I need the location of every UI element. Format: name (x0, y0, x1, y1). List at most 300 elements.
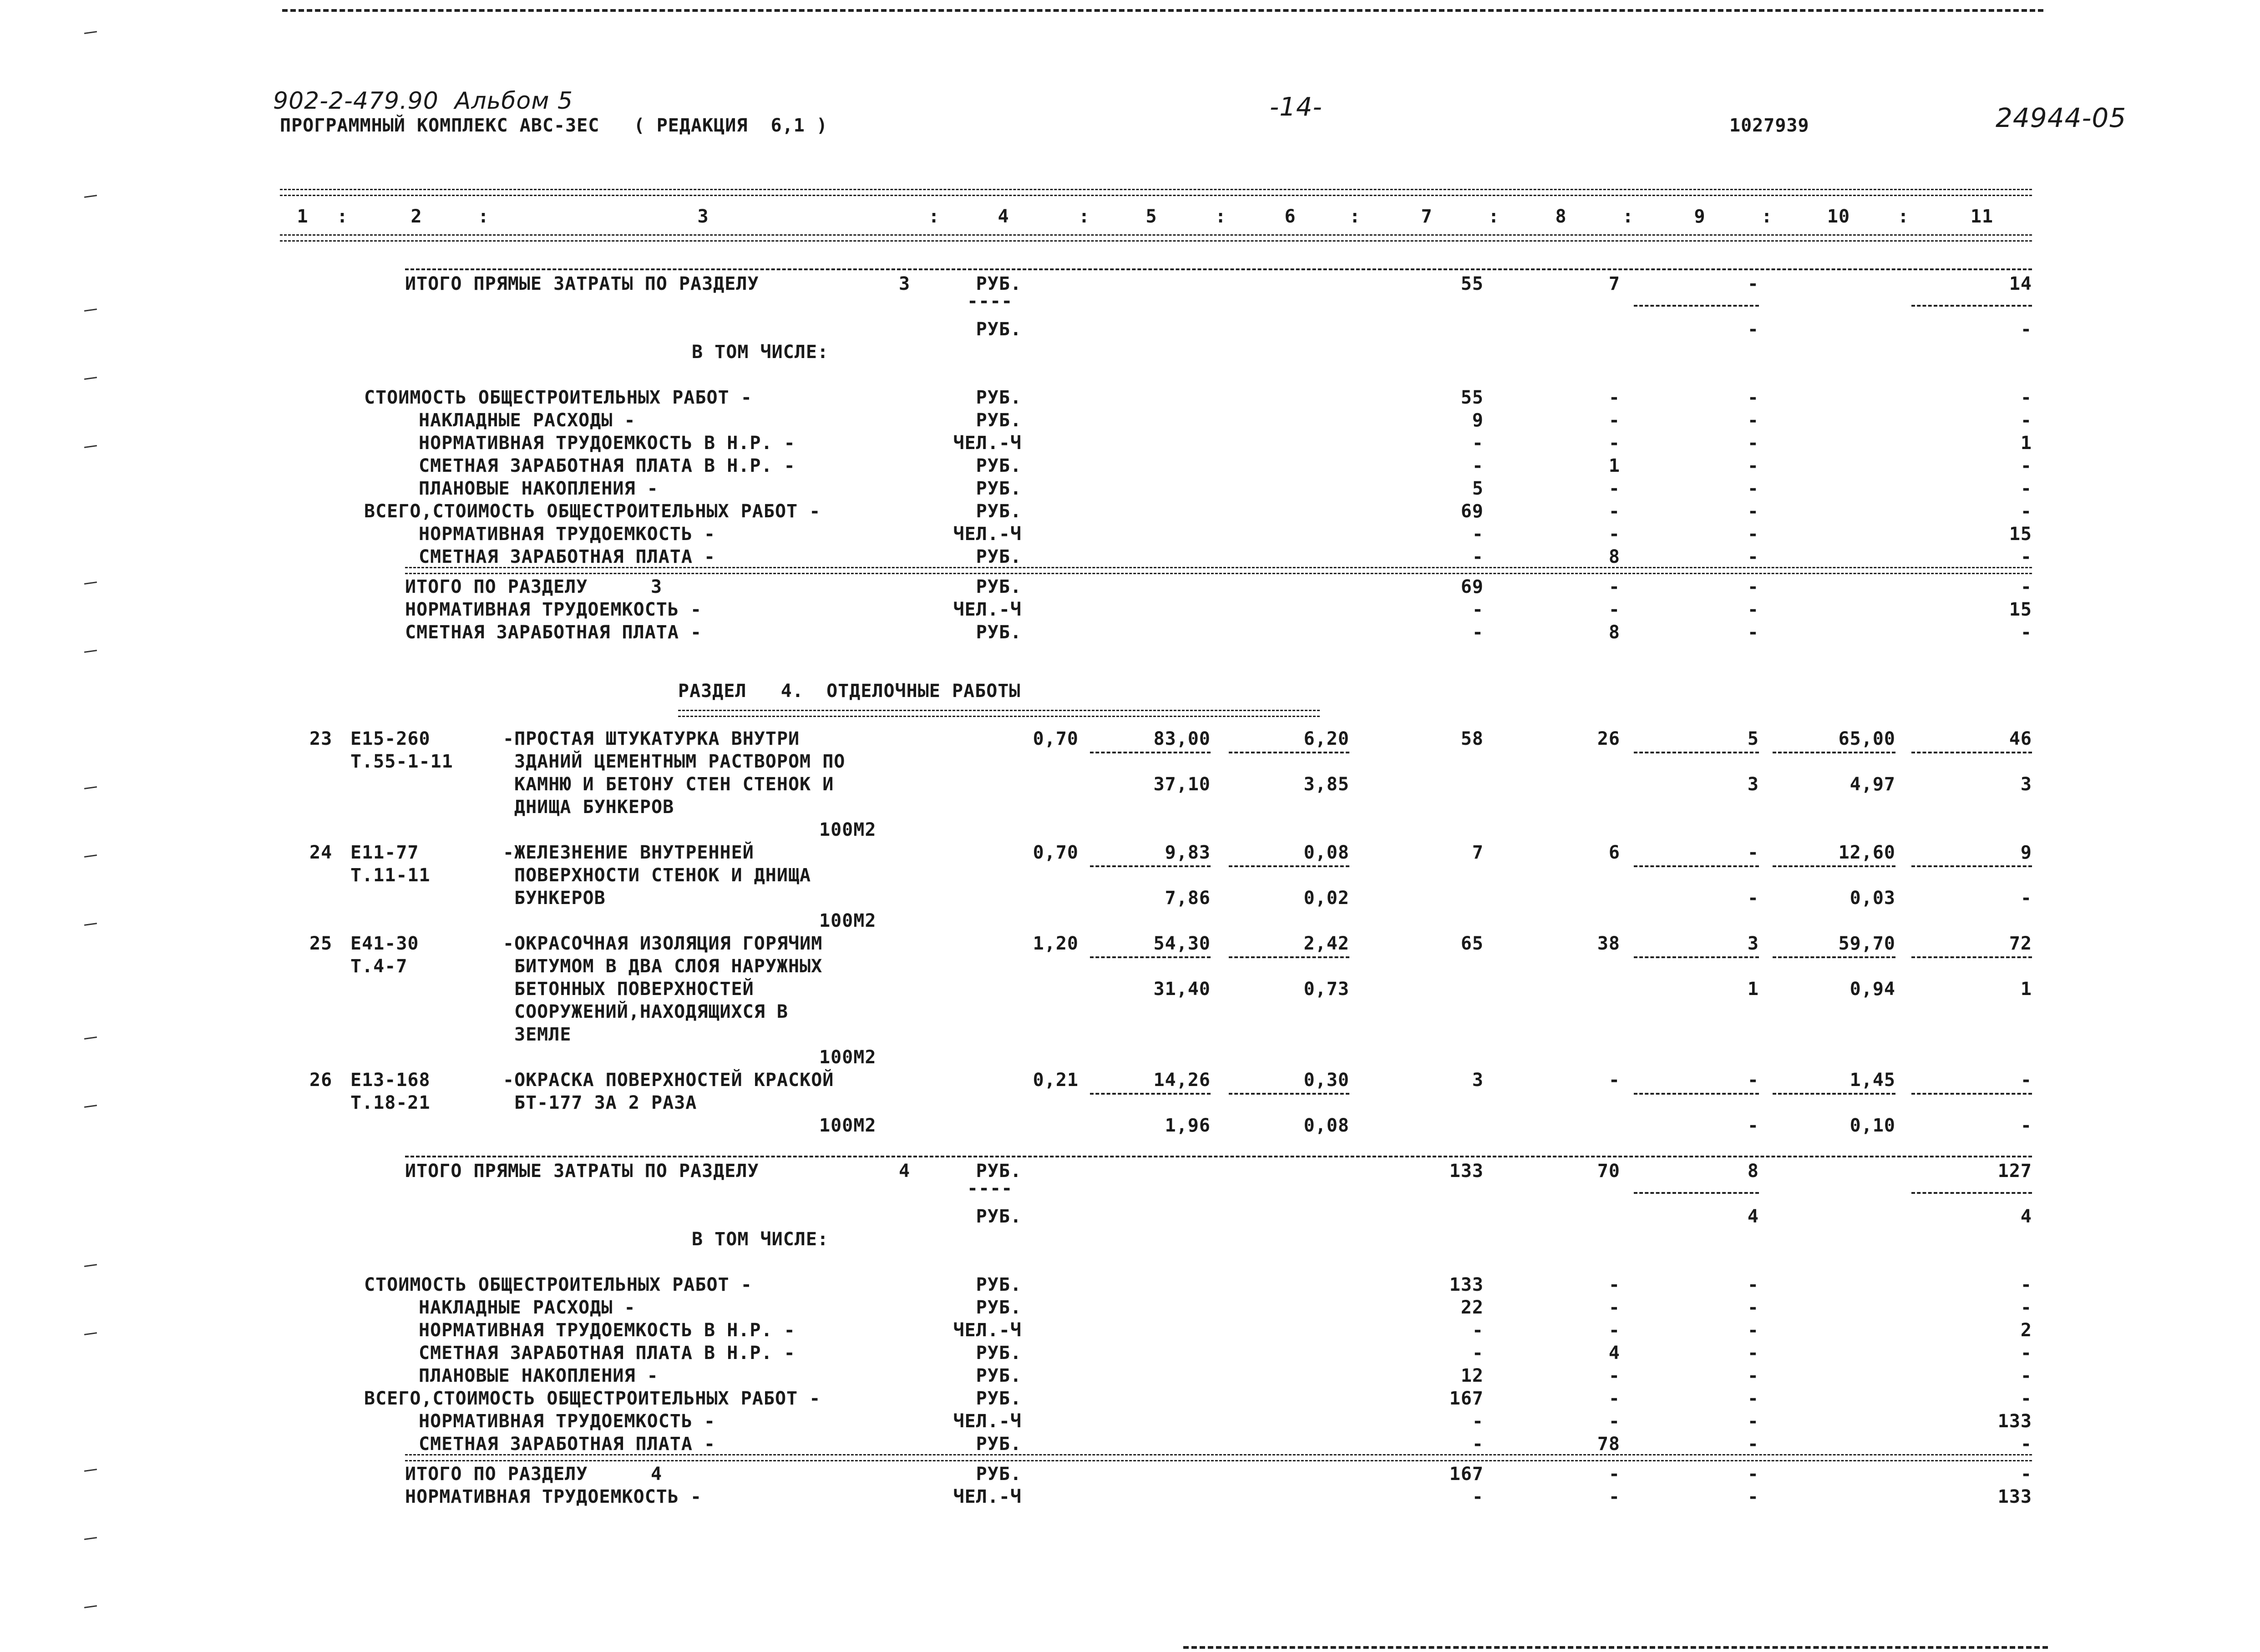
margin-mark (84, 854, 97, 858)
margin-mark (84, 581, 97, 585)
summary-row-label: НОРМАТИВНАЯ ТРУДОЕМКОСТЬ В Н.Р. - (419, 433, 796, 454)
item-c10: 65,00 (1838, 728, 1895, 749)
column-separator: : (1898, 206, 1910, 227)
item-number: 25 (309, 933, 333, 954)
total-row-c7: 69 (1460, 576, 1484, 597)
summary-row-c9: - (1747, 1343, 1759, 1364)
summary-row-c8: - (1608, 1320, 1620, 1341)
item-description: СООРУЖЕНИЙ,НАХОДЯЩИХСЯ В (514, 1001, 788, 1022)
total-row-label: НОРМАТИВНАЯ ТРУДОЕМКОСТЬ - (405, 599, 702, 620)
item-unit: 100М2 (819, 1047, 877, 1068)
item-unit: 100М2 (819, 910, 877, 931)
column-separator: : (1488, 206, 1500, 227)
item-description: -ЖЕЛЕЗНЕНИЕ ВНУТРЕННЕЙ (503, 842, 754, 863)
direct-costs-c8: 7 (1608, 273, 1620, 294)
summary-row-c7: 69 (1460, 501, 1484, 522)
column-separator: : (1215, 206, 1227, 227)
document-code: 1027939 (1729, 115, 1809, 136)
item-c11b: 1 (2020, 979, 2032, 1000)
summary-row-c9: - (1747, 433, 1759, 454)
split-rule (1090, 956, 1211, 958)
item-reference: Т.18-21 (350, 1092, 431, 1113)
margin-mark (84, 1332, 97, 1335)
item-description: БЕТОННЫХ ПОВЕРХНОСТЕЙ (514, 979, 754, 1000)
item-c6: 0,30 (1303, 1070, 1349, 1091)
split-rule (1229, 1093, 1349, 1095)
item-unit: 100М2 (819, 819, 877, 840)
total-row-c8: - (1608, 599, 1620, 620)
item-c4: 0,21 (1033, 1070, 1079, 1091)
column-header-9: 9 (1694, 206, 1706, 227)
total-row-c11: 15 (2009, 599, 2032, 620)
item-code: Е11-77 (350, 842, 419, 863)
summary-row-c11: - (2020, 1434, 2032, 1455)
direct-costs-c11: 14 (2009, 273, 2032, 294)
split-rule (1773, 956, 1895, 958)
item-c10: 59,70 (1838, 933, 1895, 954)
summary-row-label: НАКЛАДНЫЕ РАСХОДЫ - (419, 1297, 636, 1318)
margin-mark (84, 786, 97, 789)
summary-row-c8: - (1608, 433, 1620, 454)
split-rule (1911, 305, 2032, 307)
item-c8: - (1608, 1070, 1620, 1091)
direct-costs-c9b: 4 (1747, 1206, 1759, 1227)
summary-row-c9: - (1747, 1365, 1759, 1386)
split-rule (1911, 752, 2032, 753)
including-heading: В ТОМ ЧИСЛЕ: (692, 1229, 829, 1250)
column-header-8: 8 (1555, 206, 1567, 227)
split-rule (1229, 865, 1349, 867)
summary-row-c7: - (1472, 1434, 1484, 1455)
summary-row-label: НОРМАТИВНАЯ ТРУДОЕМКОСТЬ - (419, 1411, 716, 1432)
summary-row-c9: - (1747, 387, 1759, 408)
direct-costs-c7: 133 (1449, 1161, 1484, 1182)
summary-row-c7: - (1472, 455, 1484, 476)
summary-row-c11: 15 (2009, 524, 2032, 545)
total-row-c9: - (1747, 576, 1759, 597)
summary-row-c11: - (2020, 501, 2032, 522)
item-c5: 14,26 (1153, 1070, 1211, 1091)
column-separator: : (1349, 206, 1361, 227)
summary-row-c8: - (1608, 410, 1620, 431)
column-header-3: 3 (697, 206, 709, 227)
top-border-line (282, 9, 2043, 12)
summary-row-c7: 9 (1472, 410, 1484, 431)
column-header-7: 7 (1421, 206, 1433, 227)
direct-costs-section: 3 (899, 273, 911, 294)
item-description: ПОВЕРХНОСТИ СТЕНОК И ДНИЩА (514, 865, 811, 886)
summary-row-label: СМЕТНАЯ ЗАРАБОТНАЯ ПЛАТА В Н.Р. - (419, 1343, 796, 1364)
summary-rule (405, 1156, 2032, 1157)
summary-row-label: ВСЕГО,СТОИМОСТЬ ОБЩЕСТРОИТЕЛЬНЫХ РАБОТ - (364, 501, 821, 522)
margin-mark (84, 1469, 97, 1472)
item-c8: 38 (1597, 933, 1620, 954)
summary-row-c8: - (1608, 1388, 1620, 1409)
summary-row-unit: ЧЕЛ.-Ч (953, 1320, 1022, 1341)
summary-row-c11: - (2020, 410, 2032, 431)
item-c9: - (1747, 842, 1759, 863)
summary-row-c11: 133 (1997, 1411, 2032, 1432)
column-header-5: 5 (1145, 206, 1157, 227)
summary-row-unit: РУБ. (976, 1343, 1022, 1364)
item-c9: 5 (1747, 728, 1759, 749)
split-rule (1634, 305, 1759, 307)
total-row-c11: 133 (1997, 1486, 2032, 1507)
summary-row-unit: РУБ. (976, 1365, 1022, 1386)
item-c5b: 31,40 (1153, 979, 1211, 1000)
summary-row-label: СТОИМОСТЬ ОБЩЕСТРОИТЕЛЬНЫХ РАБОТ - (364, 387, 752, 408)
summary-row-unit: ЧЕЛ.-Ч (953, 1411, 1022, 1432)
item-c11b: 3 (2020, 774, 2032, 795)
summary-rule (405, 1454, 2032, 1461)
total-row-c11: - (2020, 622, 2032, 643)
column-header-11: 11 (1970, 206, 1994, 227)
margin-mark (84, 377, 97, 380)
total-row-c9: - (1747, 1464, 1759, 1485)
split-rule (1911, 1093, 2032, 1095)
summary-row-unit: РУБ. (976, 1297, 1022, 1318)
item-reference: Т.11-11 (350, 865, 431, 886)
direct-costs-section: 4 (899, 1161, 911, 1182)
total-row-label: ИТОГО ПО РАЗДЕЛУ (405, 576, 588, 597)
margin-mark (84, 1605, 97, 1608)
summary-row-unit: ЧЕЛ.-Ч (953, 524, 1022, 545)
item-code: Е41-30 (350, 933, 419, 954)
summary-row-unit: РУБ. (976, 478, 1022, 499)
column-header-1: 1 (297, 206, 309, 227)
summary-row-c11: - (2020, 478, 2032, 499)
item-c4: 1,20 (1033, 933, 1079, 954)
summary-row-c8: - (1608, 1297, 1620, 1318)
direct-costs-unit2: РУБ. (976, 319, 1022, 340)
column-separator: : (1622, 206, 1634, 227)
total-row-c7: - (1472, 622, 1484, 643)
summary-row-c7: 12 (1460, 1365, 1484, 1386)
total-row-c9: - (1747, 1486, 1759, 1507)
split-rule (1090, 1093, 1211, 1095)
summary-row-c9: - (1747, 478, 1759, 499)
summary-row-unit: РУБ. (976, 1434, 1022, 1455)
summary-row-c9: - (1747, 455, 1759, 476)
total-row-label: НОРМАТИВНАЯ ТРУДОЕМКОСТЬ - (405, 1486, 702, 1507)
direct-costs-c9: - (1747, 273, 1759, 294)
item-c8: 6 (1608, 842, 1620, 863)
summary-row-c7: 5 (1472, 478, 1484, 499)
item-description: ЗДАНИЙ ЦЕМЕНТНЫМ РАСТВОРОМ ПО (514, 751, 846, 772)
summary-row-c8: - (1608, 478, 1620, 499)
summary-row-label: СМЕТНАЯ ЗАРАБОТНАЯ ПЛАТА - (419, 546, 716, 567)
item-c6: 6,20 (1303, 728, 1349, 749)
item-description: БТ-177 ЗА 2 РАЗА (514, 1092, 697, 1113)
total-row-c9: - (1747, 599, 1759, 620)
total-row-label: СМЕТНАЯ ЗАРАБОТНАЯ ПЛАТА - (405, 622, 702, 643)
summary-row-c11: 1 (2020, 433, 2032, 454)
total-row-section: 4 (651, 1464, 663, 1485)
total-row-unit: ЧЕЛ.-Ч (953, 599, 1022, 620)
sheet-code: 24944-05 (1996, 102, 2127, 133)
summary-row-unit: ЧЕЛ.-Ч (953, 433, 1022, 454)
split-rule (1634, 752, 1759, 753)
total-row-c7: - (1472, 599, 1484, 620)
item-c4: 0,70 (1033, 728, 1079, 749)
summary-row-c11: - (2020, 455, 2032, 476)
split-rule (1634, 1192, 1759, 1194)
summary-row-c7: - (1472, 1343, 1484, 1364)
split-rule (1634, 1093, 1759, 1095)
split-rule (1229, 752, 1349, 753)
summary-row-unit: РУБ. (976, 1274, 1022, 1295)
item-c5b: 37,10 (1153, 774, 1211, 795)
summary-row-unit: РУБ. (976, 387, 1022, 408)
item-c10b: 0,94 (1850, 979, 1895, 1000)
item-c10: 12,60 (1838, 842, 1895, 863)
item-c10b: 0,10 (1850, 1115, 1895, 1136)
item-c5: 83,00 (1153, 728, 1211, 749)
summary-row-c9: - (1747, 524, 1759, 545)
direct-costs-c8: 70 (1597, 1161, 1620, 1182)
total-row-c7: - (1472, 1486, 1484, 1507)
margin-mark (84, 1537, 97, 1540)
margin-mark (84, 1036, 97, 1040)
unit-divider: ---- (967, 291, 1013, 312)
total-row-section: 3 (651, 576, 663, 597)
page-number: -14- (1270, 92, 1323, 122)
item-c6b: 0,02 (1303, 888, 1349, 909)
item-c7: 3 (1472, 1070, 1484, 1091)
total-row-c11: - (2020, 576, 2032, 597)
summary-row-c7: - (1472, 524, 1484, 545)
section-title-underline (678, 710, 1320, 717)
column-header-4: 4 (998, 206, 1009, 227)
direct-costs-c7: 55 (1460, 273, 1484, 294)
summary-row-c11: 2 (2020, 1320, 2032, 1341)
item-c11b: - (2020, 888, 2032, 909)
summary-rule (405, 567, 2032, 574)
split-rule (1911, 1192, 2032, 1194)
summary-row-c8: - (1608, 387, 1620, 408)
item-c11: 72 (2009, 933, 2032, 954)
margin-mark (84, 923, 97, 926)
direct-costs-label: ИТОГО ПРЯМЫЕ ЗАТРАТЫ ПО РАЗДЕЛУ (405, 1161, 759, 1182)
margin-mark (84, 650, 97, 653)
item-c9b: 1 (1747, 979, 1759, 1000)
total-row-c9: - (1747, 622, 1759, 643)
summary-row-c11: - (2020, 1297, 2032, 1318)
item-description: -ОКРАСКА ПОВЕРХНОСТЕЙ КРАСКОЙ (503, 1070, 834, 1091)
item-code: Е13-168 (350, 1070, 431, 1091)
summary-row-c9: - (1747, 1388, 1759, 1409)
column-header-2: 2 (410, 206, 422, 227)
margin-mark (84, 195, 97, 198)
summary-row-c9: - (1747, 546, 1759, 567)
split-rule (1773, 865, 1895, 867)
direct-costs-unit2: РУБ. (976, 1206, 1022, 1227)
item-c6: 0,08 (1303, 842, 1349, 863)
summary-row-c9: - (1747, 410, 1759, 431)
total-row-unit: РУБ. (976, 576, 1022, 597)
direct-costs-unit: РУБ. (976, 1161, 1022, 1182)
split-rule (1229, 956, 1349, 958)
summary-row-c8: 1 (1608, 455, 1620, 476)
summary-row-c9: - (1747, 1274, 1759, 1295)
summary-row-c9: - (1747, 1411, 1759, 1432)
column-separator: : (928, 206, 940, 227)
summary-row-c11: - (2020, 1274, 2032, 1295)
item-description: БУНКЕРОВ (514, 888, 606, 909)
album-reference: 902-2-479.90 Альбом 5 (273, 87, 573, 115)
item-number: 24 (309, 842, 333, 863)
total-row-unit: РУБ. (976, 1464, 1022, 1485)
summary-row-label: ПЛАНОВЫЕ НАКОПЛЕНИЯ - (419, 478, 659, 499)
column-header-6: 6 (1284, 206, 1296, 227)
item-description: ДНИЩА БУНКЕРОВ (514, 797, 674, 818)
direct-costs-unit: РУБ. (976, 273, 1022, 294)
total-row-c8: 8 (1608, 622, 1620, 643)
summary-row-c9: - (1747, 1297, 1759, 1318)
column-separator: : (1761, 206, 1773, 227)
item-c4: 0,70 (1033, 842, 1079, 863)
item-c11: 9 (2020, 842, 2032, 863)
section-4-title: РАЗДЕЛ 4. ОТДЕЛОЧНЫЕ РАБОТЫ (678, 681, 1021, 702)
total-row-c7: 167 (1449, 1464, 1484, 1485)
summary-row-c8: - (1608, 1365, 1620, 1386)
summary-row-label: ВСЕГО,СТОИМОСТЬ ОБЩЕСТРОИТЕЛЬНЫХ РАБОТ - (364, 1388, 821, 1409)
direct-costs-c9: 8 (1747, 1161, 1759, 1182)
item-c11: 46 (2009, 728, 2032, 749)
item-c8: 26 (1597, 728, 1620, 749)
item-c6b: 3,85 (1303, 774, 1349, 795)
item-description: БИТУМОМ В ДВА СЛОЯ НАРУЖНЫХ (514, 956, 823, 977)
item-c9b: 3 (1747, 774, 1759, 795)
direct-costs-c9b: - (1747, 319, 1759, 340)
total-row-unit: ЧЕЛ.-Ч (953, 1486, 1022, 1507)
summary-row-c8: - (1608, 501, 1620, 522)
item-number: 26 (309, 1070, 333, 1091)
summary-row-c8: - (1608, 1411, 1620, 1432)
direct-costs-c11b: - (2020, 319, 2032, 340)
item-number: 23 (309, 728, 333, 749)
total-row-c8: - (1608, 576, 1620, 597)
summary-row-c8: 8 (1608, 546, 1620, 567)
summary-row-c7: - (1472, 1411, 1484, 1432)
item-c9: - (1747, 1070, 1759, 1091)
item-c10b: 4,97 (1850, 774, 1895, 795)
item-unit: 100М2 (819, 1115, 877, 1136)
column-separator: : (1079, 206, 1090, 227)
summary-row-c7: - (1472, 1320, 1484, 1341)
total-row-c8: - (1608, 1464, 1620, 1485)
item-reference: Т.55-1-11 (350, 751, 453, 772)
direct-costs-c11b: 4 (2020, 1206, 2032, 1227)
item-c5: 54,30 (1153, 933, 1211, 954)
direct-costs-c11: 127 (1997, 1161, 2032, 1182)
item-c6b: 0,73 (1303, 979, 1349, 1000)
column-separator: : (337, 206, 349, 227)
summary-row-c7: 133 (1449, 1274, 1484, 1295)
total-row-c8: - (1608, 1486, 1620, 1507)
summary-row-c7: - (1472, 433, 1484, 454)
column-header-10: 10 (1827, 206, 1850, 227)
split-rule (1773, 752, 1895, 753)
summary-row-unit: РУБ. (976, 501, 1022, 522)
program-title: ПРОГРАММНЫЙ КОМПЛЕКС АВС-ЗЕС ( РЕДАКЦИЯ 6,1 ) (280, 115, 828, 136)
split-rule (1911, 865, 2032, 867)
split-rule (1773, 1093, 1895, 1095)
column-separator: : (478, 206, 490, 227)
margin-mark (84, 31, 97, 34)
item-c10: 1,45 (1850, 1070, 1895, 1091)
summary-row-label: ПЛАНОВЫЕ НАКОПЛЕНИЯ - (419, 1365, 659, 1386)
margin-mark (84, 445, 97, 448)
item-c9b: - (1747, 888, 1759, 909)
total-row-label: ИТОГО ПО РАЗДЕЛУ (405, 1464, 588, 1485)
item-c7: 7 (1472, 842, 1484, 863)
summary-row-c9: - (1747, 1320, 1759, 1341)
summary-row-label: НАКЛАДНЫЕ РАСХОДЫ - (419, 410, 636, 431)
item-c10b: 0,03 (1850, 888, 1895, 909)
item-c5b: 7,86 (1165, 888, 1211, 909)
total-row-c11: - (2020, 1464, 2032, 1485)
summary-row-c8: 78 (1597, 1434, 1620, 1455)
summary-row-unit: РУБ. (976, 455, 1022, 476)
item-c6b: 0,08 (1303, 1115, 1349, 1136)
split-rule (1911, 956, 2032, 958)
header-bottom-rule (280, 234, 2032, 242)
total-row-unit: РУБ. (976, 622, 1022, 643)
item-c7: 58 (1460, 728, 1484, 749)
item-description: ЗЕМЛЕ (514, 1024, 572, 1045)
summary-row-c8: 4 (1608, 1343, 1620, 1364)
margin-mark (84, 308, 97, 312)
summary-row-label: НОРМАТИВНАЯ ТРУДОЕМКОСТЬ - (419, 524, 716, 545)
summary-row-c7: 55 (1460, 387, 1484, 408)
margin-mark (84, 1264, 97, 1267)
summary-row-c11: - (2020, 1343, 2032, 1364)
margin-mark (84, 1105, 97, 1108)
item-c5b: 1,96 (1165, 1115, 1211, 1136)
summary-row-unit: РУБ. (976, 410, 1022, 431)
summary-row-c8: - (1608, 524, 1620, 545)
including-heading: В ТОМ ЧИСЛЕ: (692, 342, 829, 363)
item-c7: 65 (1460, 933, 1484, 954)
summary-row-label: СТОИМОСТЬ ОБЩЕСТРОИТЕЛЬНЫХ РАБОТ - (364, 1274, 752, 1295)
summary-row-c11: - (2020, 546, 2032, 567)
summary-row-unit: РУБ. (976, 1388, 1022, 1409)
item-c9: 3 (1747, 933, 1759, 954)
summary-row-label: СМЕТНАЯ ЗАРАБОТНАЯ ПЛАТА - (419, 1434, 716, 1455)
summary-row-label: СМЕТНАЯ ЗАРАБОТНАЯ ПЛАТА В Н.Р. - (419, 455, 796, 476)
item-description: -ОКРАСОЧНАЯ ИЗОЛЯЦИЯ ГОРЯЧИМ (503, 933, 823, 954)
summary-row-c7: 167 (1449, 1388, 1484, 1409)
summary-row-c9: - (1747, 1434, 1759, 1455)
bottom-border-line (1183, 1646, 2048, 1649)
split-rule (1090, 865, 1211, 867)
item-c9b: - (1747, 1115, 1759, 1136)
summary-row-c11: - (2020, 387, 2032, 408)
header-top-rule (280, 189, 2032, 196)
summary-row-c8: - (1608, 1274, 1620, 1295)
split-rule (1634, 865, 1759, 867)
item-reference: Т.4-7 (350, 956, 408, 977)
summary-row-unit: РУБ. (976, 546, 1022, 567)
item-c5: 9,83 (1165, 842, 1211, 863)
summary-row-c9: - (1747, 501, 1759, 522)
split-rule (1090, 752, 1211, 753)
item-c11: - (2020, 1070, 2032, 1091)
item-code: Е15-260 (350, 728, 431, 749)
unit-divider: ---- (967, 1178, 1013, 1199)
item-c11b: - (2020, 1115, 2032, 1136)
